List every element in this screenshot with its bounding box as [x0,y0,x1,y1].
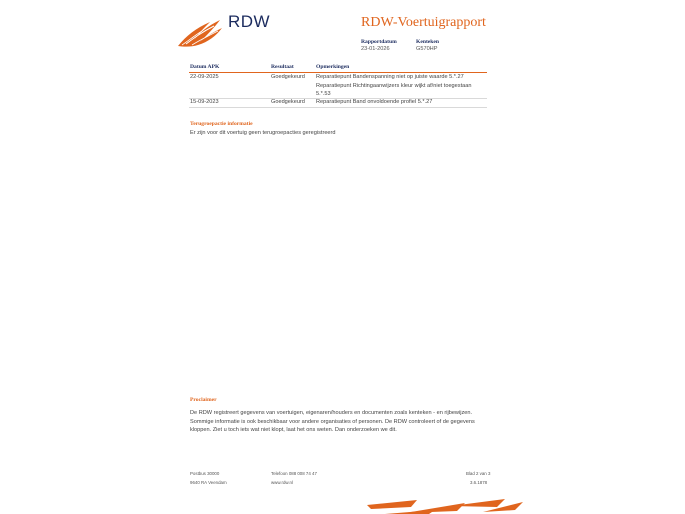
cell-remark: Reparatiepunt Richtingaanwijzers kleur wijkt af/niet toegestaan [316,82,472,89]
column-header-result: Resultaat [271,64,294,70]
recall-section-text: Er zijn voor dit voertuig geen terugroepacties geregistreerd [190,130,336,136]
column-header-date: Datum APK [190,64,220,70]
report-title: RDW-Voertuigrapport [361,15,486,30]
cell-result: Goedgekeurd [271,74,305,80]
column-header-remarks: Opmerkingen [316,64,350,70]
cell-result: Goedgekeurd [271,99,305,105]
logo-wordmark: RDW [228,12,271,31]
disclaimer-line: Sommige informatie is ook beschikbaar voor andere organisaties of personen. De RDW controleert of de gegevens [190,418,475,425]
cell-date: 15-09-2023 [190,99,219,105]
recall-section-title: Terugroepactie informatie [190,121,253,127]
footer-page-number: Blad 2 van 3 [466,471,491,476]
footer-code: 3.6.1878 [470,480,488,485]
cell-remark: Reparatiepunt Band onvoldoende profiel 5.*.27 [316,99,433,105]
row-divider [189,107,487,108]
meta-value-report-date: 23-01-2026 [361,46,390,52]
meta-value-license-plate: G570HP [416,46,438,52]
footer-address: 9640 RA Veendam [190,480,227,485]
disclaimer-line: De RDW registreert gegevens van voertuigen, eigenaren/houders en documenten zoals kenteken - en rijbewijzen. [190,410,473,416]
footer-postbus: Postbus 30000 [190,471,220,476]
cell-date: 22-09-2025 [190,74,219,80]
disclaimer-title: Proclaimer [190,397,217,403]
decorative-streaks-icon [365,497,525,514]
footer-website[interactable]: www.rdw.nl [271,480,293,485]
rdw-flame-logo-icon [176,14,224,48]
cell-remark: 5.*.53 [316,91,331,97]
disclaimer-line: kloppen. Ziet u toch iets wat niet klopt, laat het ons weten. Dan onderzoeken we dit. [190,427,397,433]
cell-remark: Reparatiepunt Bandenspanning niet op juiste waarde 5.*.27 [316,74,464,80]
meta-label-license-plate: Kenteken [416,39,439,45]
meta-label-report-date: Rapportdatum [361,39,397,45]
footer-telefoon: Telefoon 088 008 74 47 [271,471,317,476]
